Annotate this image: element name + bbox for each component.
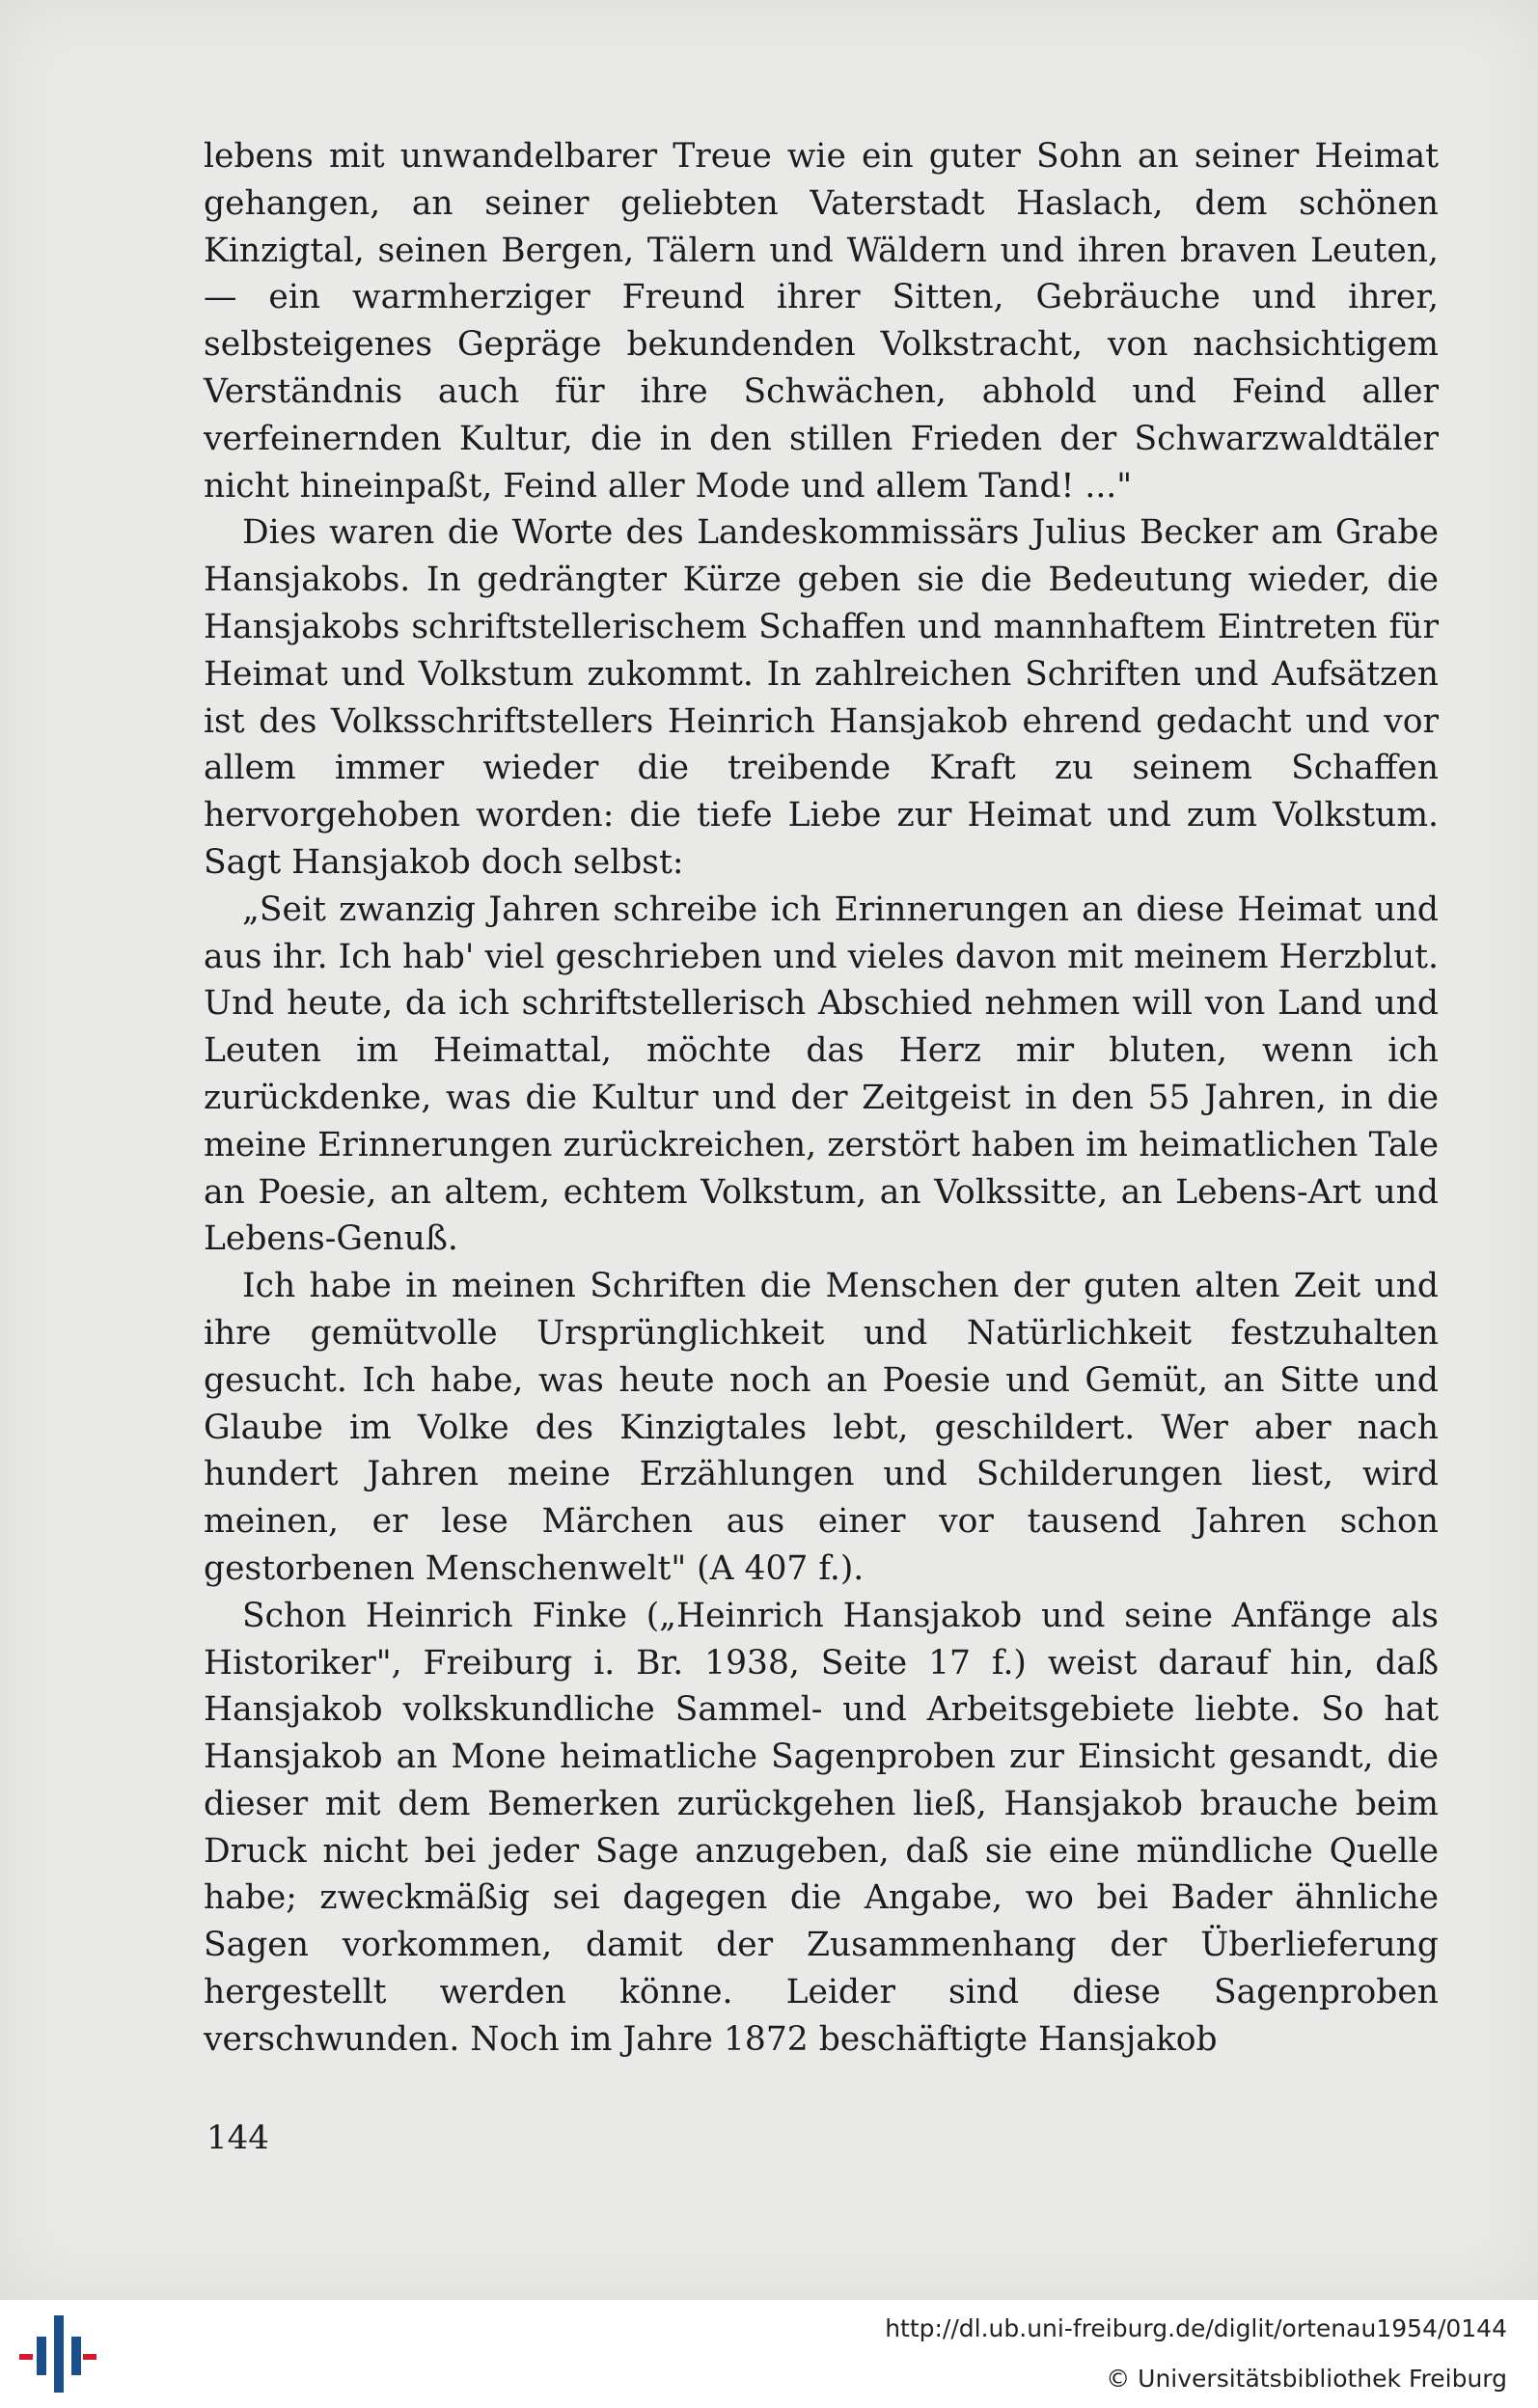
paragraph-3: „Seit zwanzig Jahren schreibe ich Erinnerungen an diese Heimat und aus ihr. Ich hab' viel geschrieben und vieles davon mit meinem Herzblut. Und heute, da ich schriftstellerisch Abschied nehmen will von Land und Leuten im Heimattal, möchte das Herz mir bluten, wenn ich zurückdenke, was die Kultur und der Zeitgeist in den 55 Jahren, in die meine Erinnerungen zurückreichen, zerstört haben im heimatlichen Tale an Poesie, an altem, echtem Volkstum, an Volkssitte, an Lebens-Art und Lebens-Genuß.: [204, 889, 1439, 1259]
paragraph-2: Dies waren die Worte des Landeskommissärs Julius Becker am Grabe Hansjakobs. In gedrängter Kürze geben sie die Bedeutung wieder, die Hansjakobs schriftstellerischem Schaffen und mannhaftem Eintreten für Heimat und Volkstum zukommt. In zahlreichen Schriften und Aufsätzen ist des Volksschriftstellers Heinrich Hansjakob ehrend gedacht und vor allem immer wieder die treibende Kraft zu seinem Schaffen hervorgehoben worden: die tiefe Liebe zur Heimat und zum Volkstum. Sagt Hansjakob doch selbst:: [204, 513, 1439, 882]
paragraph-4: Ich habe in meinen Schriften die Menschen der guten alten Zeit und ihre gemütvolle Ursprünglichkeit und Natürlichkeit festzuhalten gesucht. Ich habe, was heute noch an Poesie und Gemüt, an Sitte und Glaube im Volke des Kinzigtales lebt, geschildert. Wer aber nach hundert Jahren meine Erzählungen und Schilderungen liest, wird meinen, er lese Märchen aus einer vor tausend Jahren schon gestorbenen Menschenwelt" (A 407 f.).: [204, 1267, 1439, 1588]
copyright-notice: © Universitätsbibliothek Freiburg: [1106, 2365, 1507, 2393]
page-number: 144: [206, 2119, 269, 2157]
paragraph-1: lebens mit unwandelbarer Treue wie ein guter Sohn an seiner Heimat gehangen, an seiner geliebten Vaterstadt Haslach, dem schönen Kinzigtal, seinen Bergen, Tälern und Wäldern und ihren braven Leuten, — ein warmherziger Freund ihrer Sitten, Gebräuche und ihrer, selbsteigenes Gepräge bekundenden Volkstracht, von nachsichtigem Verständnis auch für ihre Schwächen, abhold und Feind aller verfeinernden Kultur, die in den stillen Frieden der Schwarzwaldtäler nicht hineinpaßt, Feind aller Mode und allem Tand! ...": [204, 137, 1439, 506]
body-text: [204, 133, 1439, 2064]
paragraph-5: Schon Heinrich Finke („Heinrich Hansjakob und seine Anfänge als Historiker", Freiburg i. Br. 1938, Seite 17 f.) weist darauf hin, daß Hansjakob volkskundliche Sammel- und Arbeitsgebiete liebte. So hat Hansjakob an Mone heimatliche Sagenproben zur Einsicht gesandt, die dieser mit dem Bemerken zurückgehen ließ, Hansjakob brauche beim Druck nicht bei jeder Sage anzugeben, daß sie eine mündliche Quelle habe; zweckmäßig sei dagegen die Angabe, wo bei Bader ähnliche Sagen vorkommen, damit der Zusammenhang der Überlieferung hergestellt werden könne. Leider sind diese Sagenproben verschwunden. Noch im Jahre 1872 beschäftigte Hansjakob: [204, 1596, 1439, 2059]
source-link[interactable]: http://dl.ub.uni-freiburg.de/diglit/ortenau1954/0144: [885, 2314, 1507, 2342]
university-library-logo-icon: [15, 2308, 102, 2400]
